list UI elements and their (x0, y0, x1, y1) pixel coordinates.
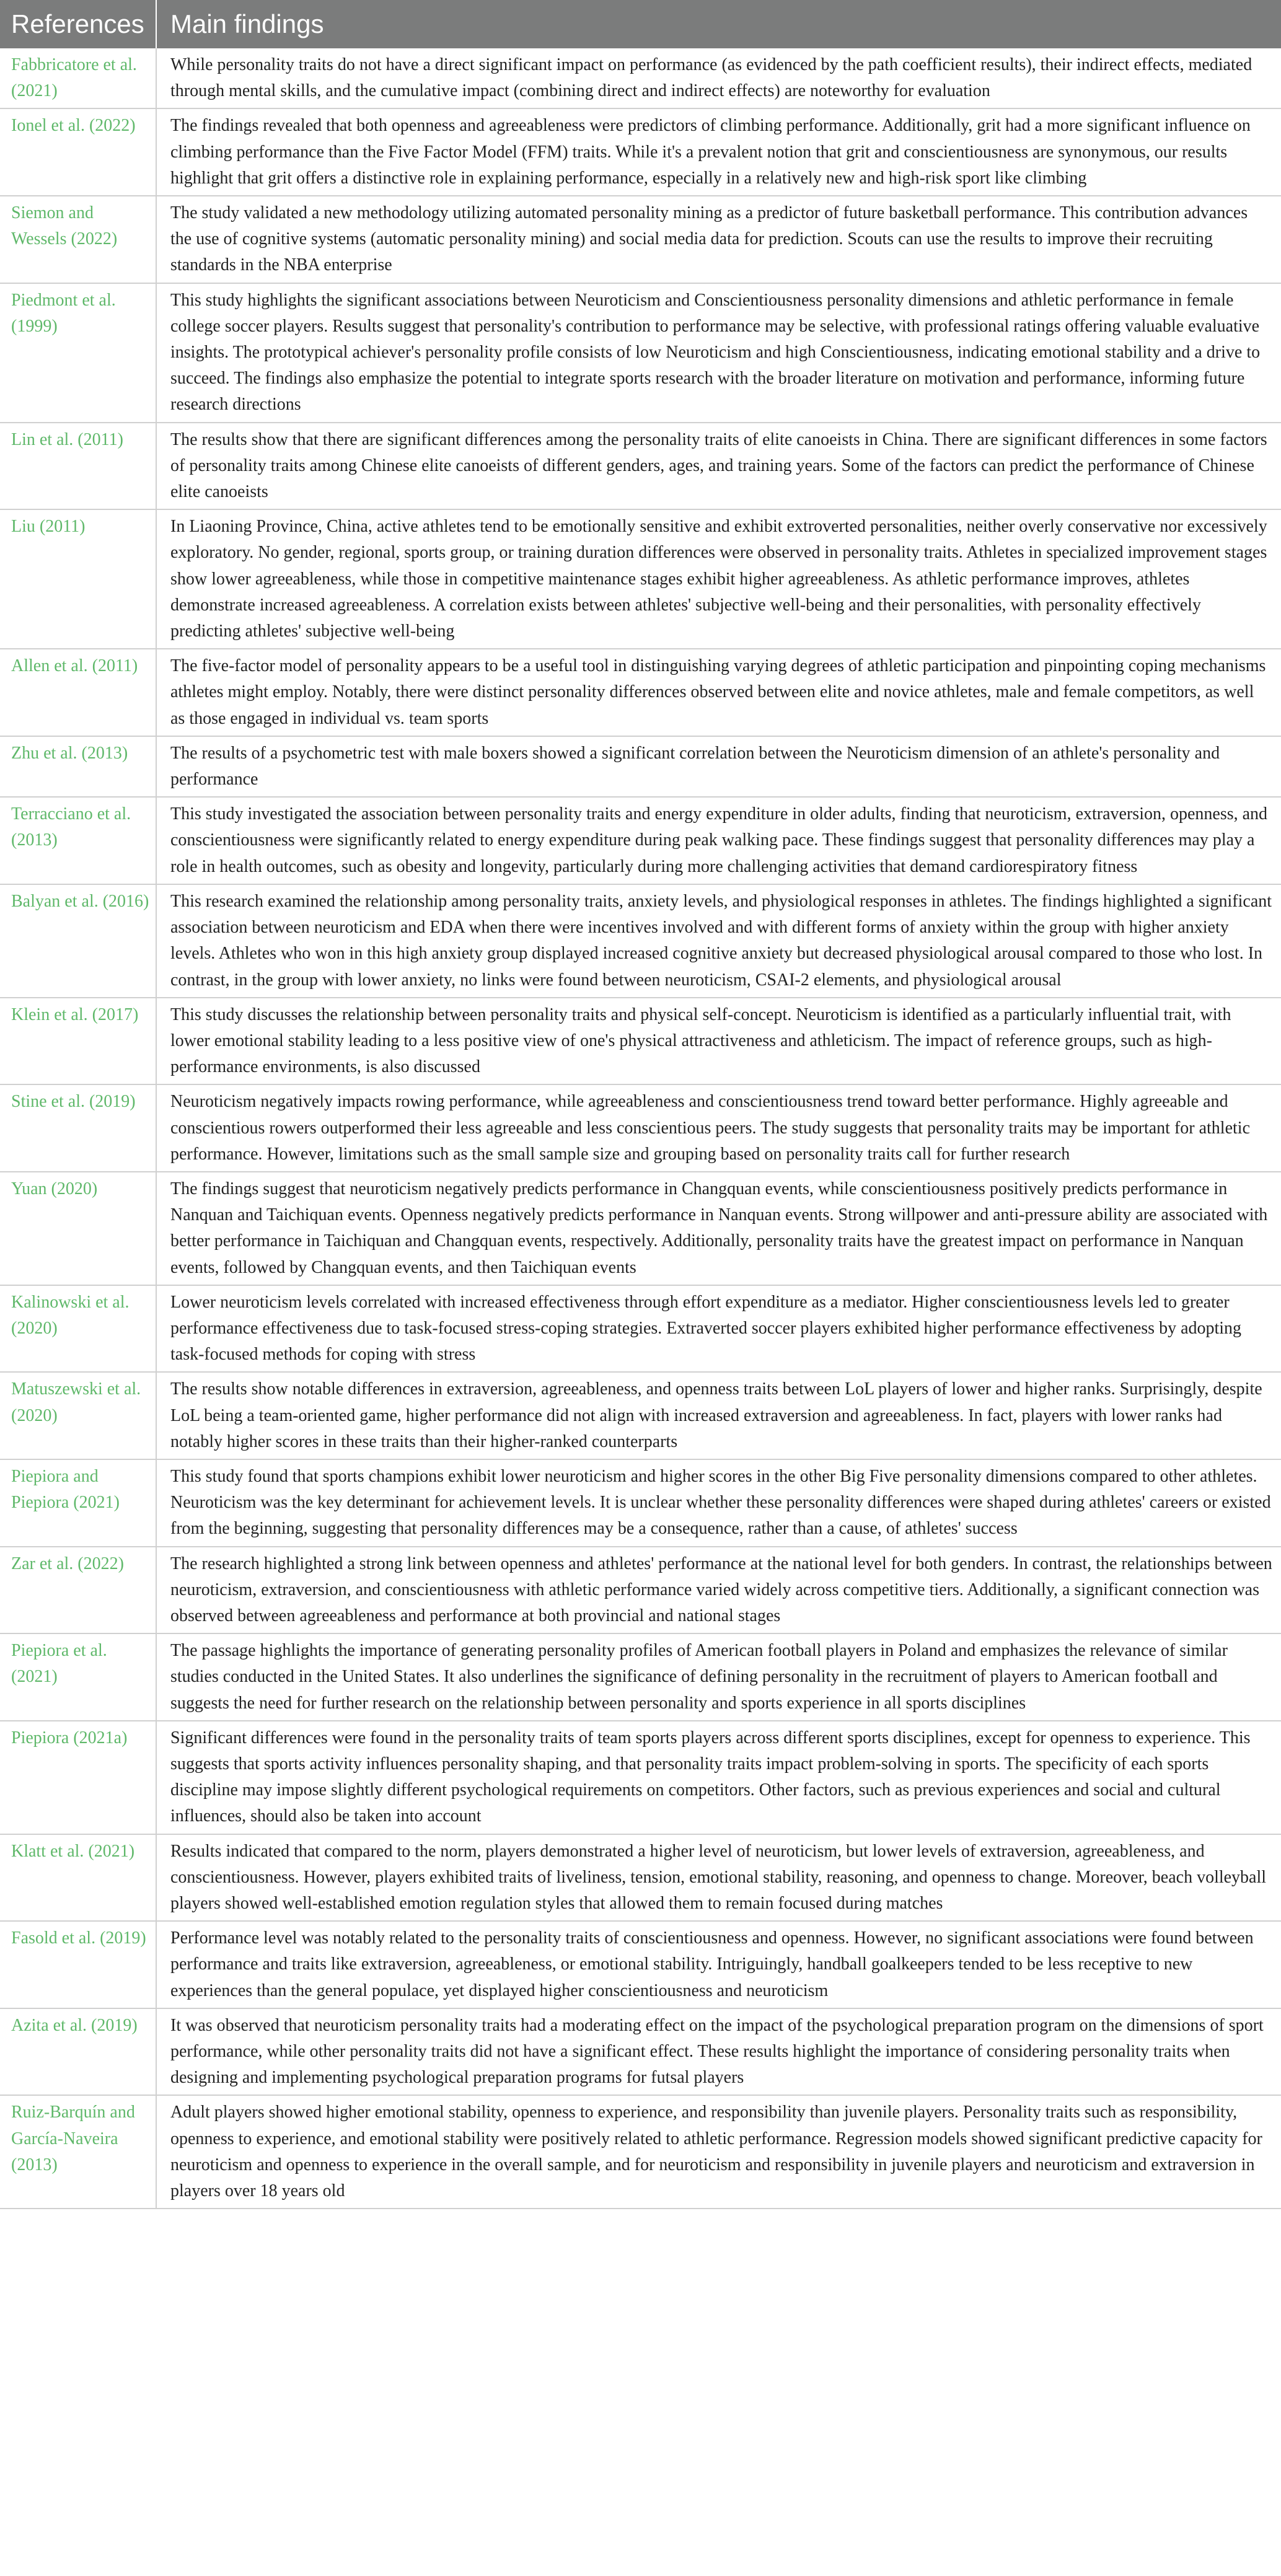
table-header (0, 0, 1281, 48)
main-finding-text: The five-factor model of personality appears to be a useful tool in distinguishing varying degrees of athletic participation and pinpointing coping mechanisms athletes might employ. Notably, there were distinct personality differences observed between elite and novice athletes, male and female competitors, as well as those engaged in individual vs. team sports (156, 649, 1281, 736)
main-finding-text: In Liaoning Province, China, active athletes tend to be emotionally sensitive and exhibit extroverted personalities, neither overly conservative nor excessively exploratory. No gender, regional, sports group, or training duration differences were observed in personality traits. Athletes in specialized improvement stages show lower agreeableness, while those in competitive maintenance stages exhibit higher agreeableness. As athletic performance improves, athletes demonstrate increased agreeableness. A correlation exists between athletes' subjective well-being and their personalities, with personality effectively predicting athletes' subjective well-being (156, 509, 1281, 649)
reference-link[interactable]: Liu (2011) (0, 509, 156, 649)
table-row (0, 1721, 1281, 1834)
reference-link[interactable]: Kalinowski et al. (2020) (0, 1285, 156, 1373)
reference-link[interactable]: Piedmont et al. (1999) (0, 283, 156, 423)
table-row (0, 1834, 1281, 1922)
main-finding-text: Performance level was notably related to the personality traits of conscientiousness and openness. However, no significant associations were found between performance and traits like extraversion, agreeableness, or emotional stability. Intriguingly, handball goalkeepers tended to be less receptive to new experiences than the general populace, yet displayed higher conscientiousness and neuroticism (156, 1921, 1281, 2008)
main-finding-text: Significant differences were found in the personality traits of team sports players across different sports disciplines, except for openness to experience. This suggests that sports activity influences personality shaping, and that personality traits impact problem-solving in sports. The specificity of each sports discipline may impose slightly different psychological requirements on competitors. Other factors, such as previous experiences and social and cultural influences, should also be taken into account (156, 1721, 1281, 1834)
main-finding-text: The findings suggest that neuroticism negatively predicts performance in Changquan events, while conscientiousness positively predicts performance in Nanquan and Taichiquan events. Openness negatively predicts performance in Nanquan events. Strong willpower and anti-pressure ability are associated with better performance in Taichiquan and Changquan events, respectively. Additionally, personality traits have the greatest impact on performance in Nanquan events, followed by Changquan events, and then Taichiquan events (156, 1172, 1281, 1285)
reference-link[interactable]: Zar et al. (2022) (0, 1547, 156, 1634)
reference-link[interactable]: Lin et al. (2011) (0, 423, 156, 510)
reference-link[interactable]: Stine et al. (2019) (0, 1084, 156, 1172)
table-row (0, 1547, 1281, 1634)
table-row (0, 509, 1281, 649)
table-row (0, 108, 1281, 196)
reference-link[interactable]: Balyan et al. (2016) (0, 884, 156, 998)
reference-link[interactable]: Siemon and Wessels (2022) (0, 196, 156, 283)
table-row (0, 283, 1281, 423)
main-finding-text: It was observed that neuroticism personality traits had a moderating effect on the impact of the psychological preparation program on the dimensions of sport performance, while other personality traits did not have a significant effect. These results highlight the importance of considering personality traits when designing and implementing psychological preparation programs for futsal players (156, 2008, 1281, 2096)
table-row (0, 998, 1281, 1085)
reference-link[interactable]: Klein et al. (2017) (0, 998, 156, 1085)
main-finding-text: The research highlighted a strong link between openness and athletes' performance at the national level for both genders. In contrast, the relationships between neuroticism, extraversion, and conscientiousness with athletic performance varied widely across competitive tiers. Additionally, a significant connection was observed between agreeableness and performance at both provincial and national stages (156, 1547, 1281, 1634)
table-row (0, 423, 1281, 510)
main-finding-text: While personality traits do not have a direct significant impact on performance (as evidenced by the path coefficient results), their indirect effects, mediated through mental skills, and the cumulative impact (combining direct and indirect effects) are noteworthy for evaluation (156, 48, 1281, 108)
header-row (0, 0, 1281, 48)
main-finding-text: This study highlights the significant associations between Neuroticism and Conscientiousness personality dimensions and athletic performance in female college soccer players. Results suggest that personality's contribution to performance may be selective, with professional ratings offering valuable evaluative insights. The prototypical achiever's personality profile consists of low Neuroticism and high Conscientiousness, indicating emotional stability and a drive to succeed. The findings also emphasize the potential to integrate sports research with the broader literature on motivation and performance, informing future research directions (156, 283, 1281, 423)
table-body (0, 48, 1281, 2209)
main-finding-text: Lower neuroticism levels correlated with increased effectiveness through effort expenditure as a mediator. Higher conscientiousness levels led to greater performance effectiveness due to task-focused stress-coping strategies. Extraverted soccer players exhibited higher performance effectiveness by adopting task-focused methods for coping with stress (156, 1285, 1281, 1373)
reference-link[interactable]: Piepiora et al. (2021) (0, 1633, 156, 1721)
table-row (0, 736, 1281, 797)
table-row (0, 1459, 1281, 1547)
main-finding-text: Neuroticism negatively impacts rowing performance, while agreeableness and conscientiousness trend toward better performance. Highly agreeable and conscientious rowers outperformed their less agreeable and less conscientious peers. The study suggests that personality traits may be important for athletic performance. However, limitations such as the small sample size and grouping based on personality traits call for further research (156, 1084, 1281, 1172)
reference-link[interactable]: Terracciano et al. (2013) (0, 797, 156, 884)
main-finding-text: The results show notable differences in extraversion, agreeableness, and openness traits between LoL players of lower and higher ranks. Surprisingly, despite LoL being a team-oriented game, higher performance did not align with increased extraversion and agreeableness. In fact, players with lower ranks had notably higher scores in these traits than their higher-ranked counterparts (156, 1372, 1281, 1459)
main-finding-text: This study discusses the relationship between personality traits and physical self-concept. Neuroticism is identified as a particularly influential trait, with lower emotional stability leading to a less positive view of one's physical attractiveness and athleticism. The impact of reference groups, such as high-performance environments, is also discussed (156, 998, 1281, 1085)
references-column-header: References (0, 0, 156, 48)
main-finding-text: Results indicated that compared to the norm, players demonstrated a higher level of neuroticism, but lower levels of extraversion, agreeableness, and conscientiousness. However, players exhibited traits of liveliness, tension, emotional stability, reasoning, and openness to change. Moreover, beach volleyball players showed well-established emotion regulation styles that allowed them to remain focused during matches (156, 1834, 1281, 1922)
reference-link[interactable]: Zhu et al. (2013) (0, 736, 156, 797)
main-finding-text: The findings revealed that both openness and agreeableness were predictors of climbing performance. Additionally, grit had a more significant influence on climbing performance than the Five Factor Model (FFM) traits. While it's a prevalent notion that grit and conscientiousness are synonymous, our results highlight that grit offers a distinctive role in explaining performance, especially in a relatively new and high-risk sport like climbing (156, 108, 1281, 196)
reference-link[interactable]: Matuszewski et al. (2020) (0, 1372, 156, 1459)
table-row (0, 2095, 1281, 2209)
reference-link[interactable]: Ruiz-Barquín and García-Naveira (2013) (0, 2095, 156, 2209)
table-row (0, 1921, 1281, 2008)
table-row (0, 196, 1281, 283)
reference-link[interactable]: Fasold et al. (2019) (0, 1921, 156, 2008)
table-row (0, 2008, 1281, 2096)
main-finding-text: The study validated a new methodology utilizing automated personality mining as a predictor of future basketball performance. This contribution advances the use of cognitive systems (automatic personality mining) and social media data for prediction. Scouts can use the results to improve their recruiting standards in the NBA enterprise (156, 196, 1281, 283)
table-row (0, 1633, 1281, 1721)
table-row (0, 649, 1281, 736)
main-finding-text: The results show that there are significant differences among the personality traits of elite canoeists in China. There are significant differences in some factors of personality traits among Chinese elite canoeists of different genders, ages, and training years. Some of the factors can predict the performance of Chinese elite canoeists (156, 423, 1281, 510)
reference-link[interactable]: Piepiora (2021a) (0, 1721, 156, 1834)
reference-link[interactable]: Allen et al. (2011) (0, 649, 156, 736)
table-row (0, 884, 1281, 998)
main-finding-text: The results of a psychometric test with male boxers showed a significant correlation between the Neuroticism dimension of an athlete's personality and performance (156, 736, 1281, 797)
reference-link[interactable]: Piepiora and Piepiora (2021) (0, 1459, 156, 1547)
table-row (0, 797, 1281, 884)
reference-link[interactable]: Azita et al. (2019) (0, 2008, 156, 2096)
main-findings-column-header: Main findings (156, 0, 1281, 48)
table-row (0, 48, 1281, 108)
reference-link[interactable]: Fabbricatore et al. (2021) (0, 48, 156, 108)
reference-link[interactable]: Yuan (2020) (0, 1172, 156, 1285)
main-finding-text: This research examined the relationship among personality traits, anxiety levels, and physiological responses in athletes. The findings highlighted a significant association between neuroticism and EDA when there were incentives involved and with different forms of anxiety within the group with higher anxiety levels. Athletes who won in this high anxiety group displayed increased cognitive anxiety but decreased physiological arousal compared to those who lost. In contrast, in the group with lower anxiety, no links were found between neuroticism, CSAI-2 elements, and physiological arousal (156, 884, 1281, 998)
table-row (0, 1084, 1281, 1172)
main-finding-text: The passage highlights the importance of generating personality profiles of American football players in Poland and emphasizes the relevance of similar studies conducted in the United States. It also underlines the significance of defining personality in the recruitment of players to American football and suggests the need for further research on the relationship between personality and sports experience in all sports disciplines (156, 1633, 1281, 1721)
main-finding-text: This study found that sports champions exhibit lower neuroticism and higher scores in the other Big Five personality dimensions compared to other athletes. Neuroticism was the key determinant for achievement levels. It is unclear whether these personality differences were shaped during athletes' careers or existed from the beginning, suggesting that personality differences may be a consequence, rather than a cause, of athletes' success (156, 1459, 1281, 1547)
table-row (0, 1172, 1281, 1285)
reference-link[interactable]: Ionel et al. (2022) (0, 108, 156, 196)
table-row (0, 1372, 1281, 1459)
reference-link[interactable]: Klatt et al. (2021) (0, 1834, 156, 1922)
table-row (0, 1285, 1281, 1373)
main-finding-text: This study investigated the association between personality traits and energy expenditure in older adults, finding that neuroticism, extraversion, openness, and conscientiousness were significantly related to energy expenditure during peak walking pace. These findings suggest that personality differences may play a role in health outcomes, such as obesity and longevity, particularly during more challenging activities that demand cardiorespiratory fitness (156, 797, 1281, 884)
main-finding-text: Adult players showed higher emotional stability, openness to experience, and responsibility than juvenile players. Personality traits such as responsibility, openness to experience, and emotional stability were positively related to athletic performance. Regression models showed significant predictive capacity for neuroticism and openness to experience in the overall sample, and for neuroticism and responsibility in juvenile players and neuroticism and extraversion in players over 18 years old (156, 2095, 1281, 2209)
